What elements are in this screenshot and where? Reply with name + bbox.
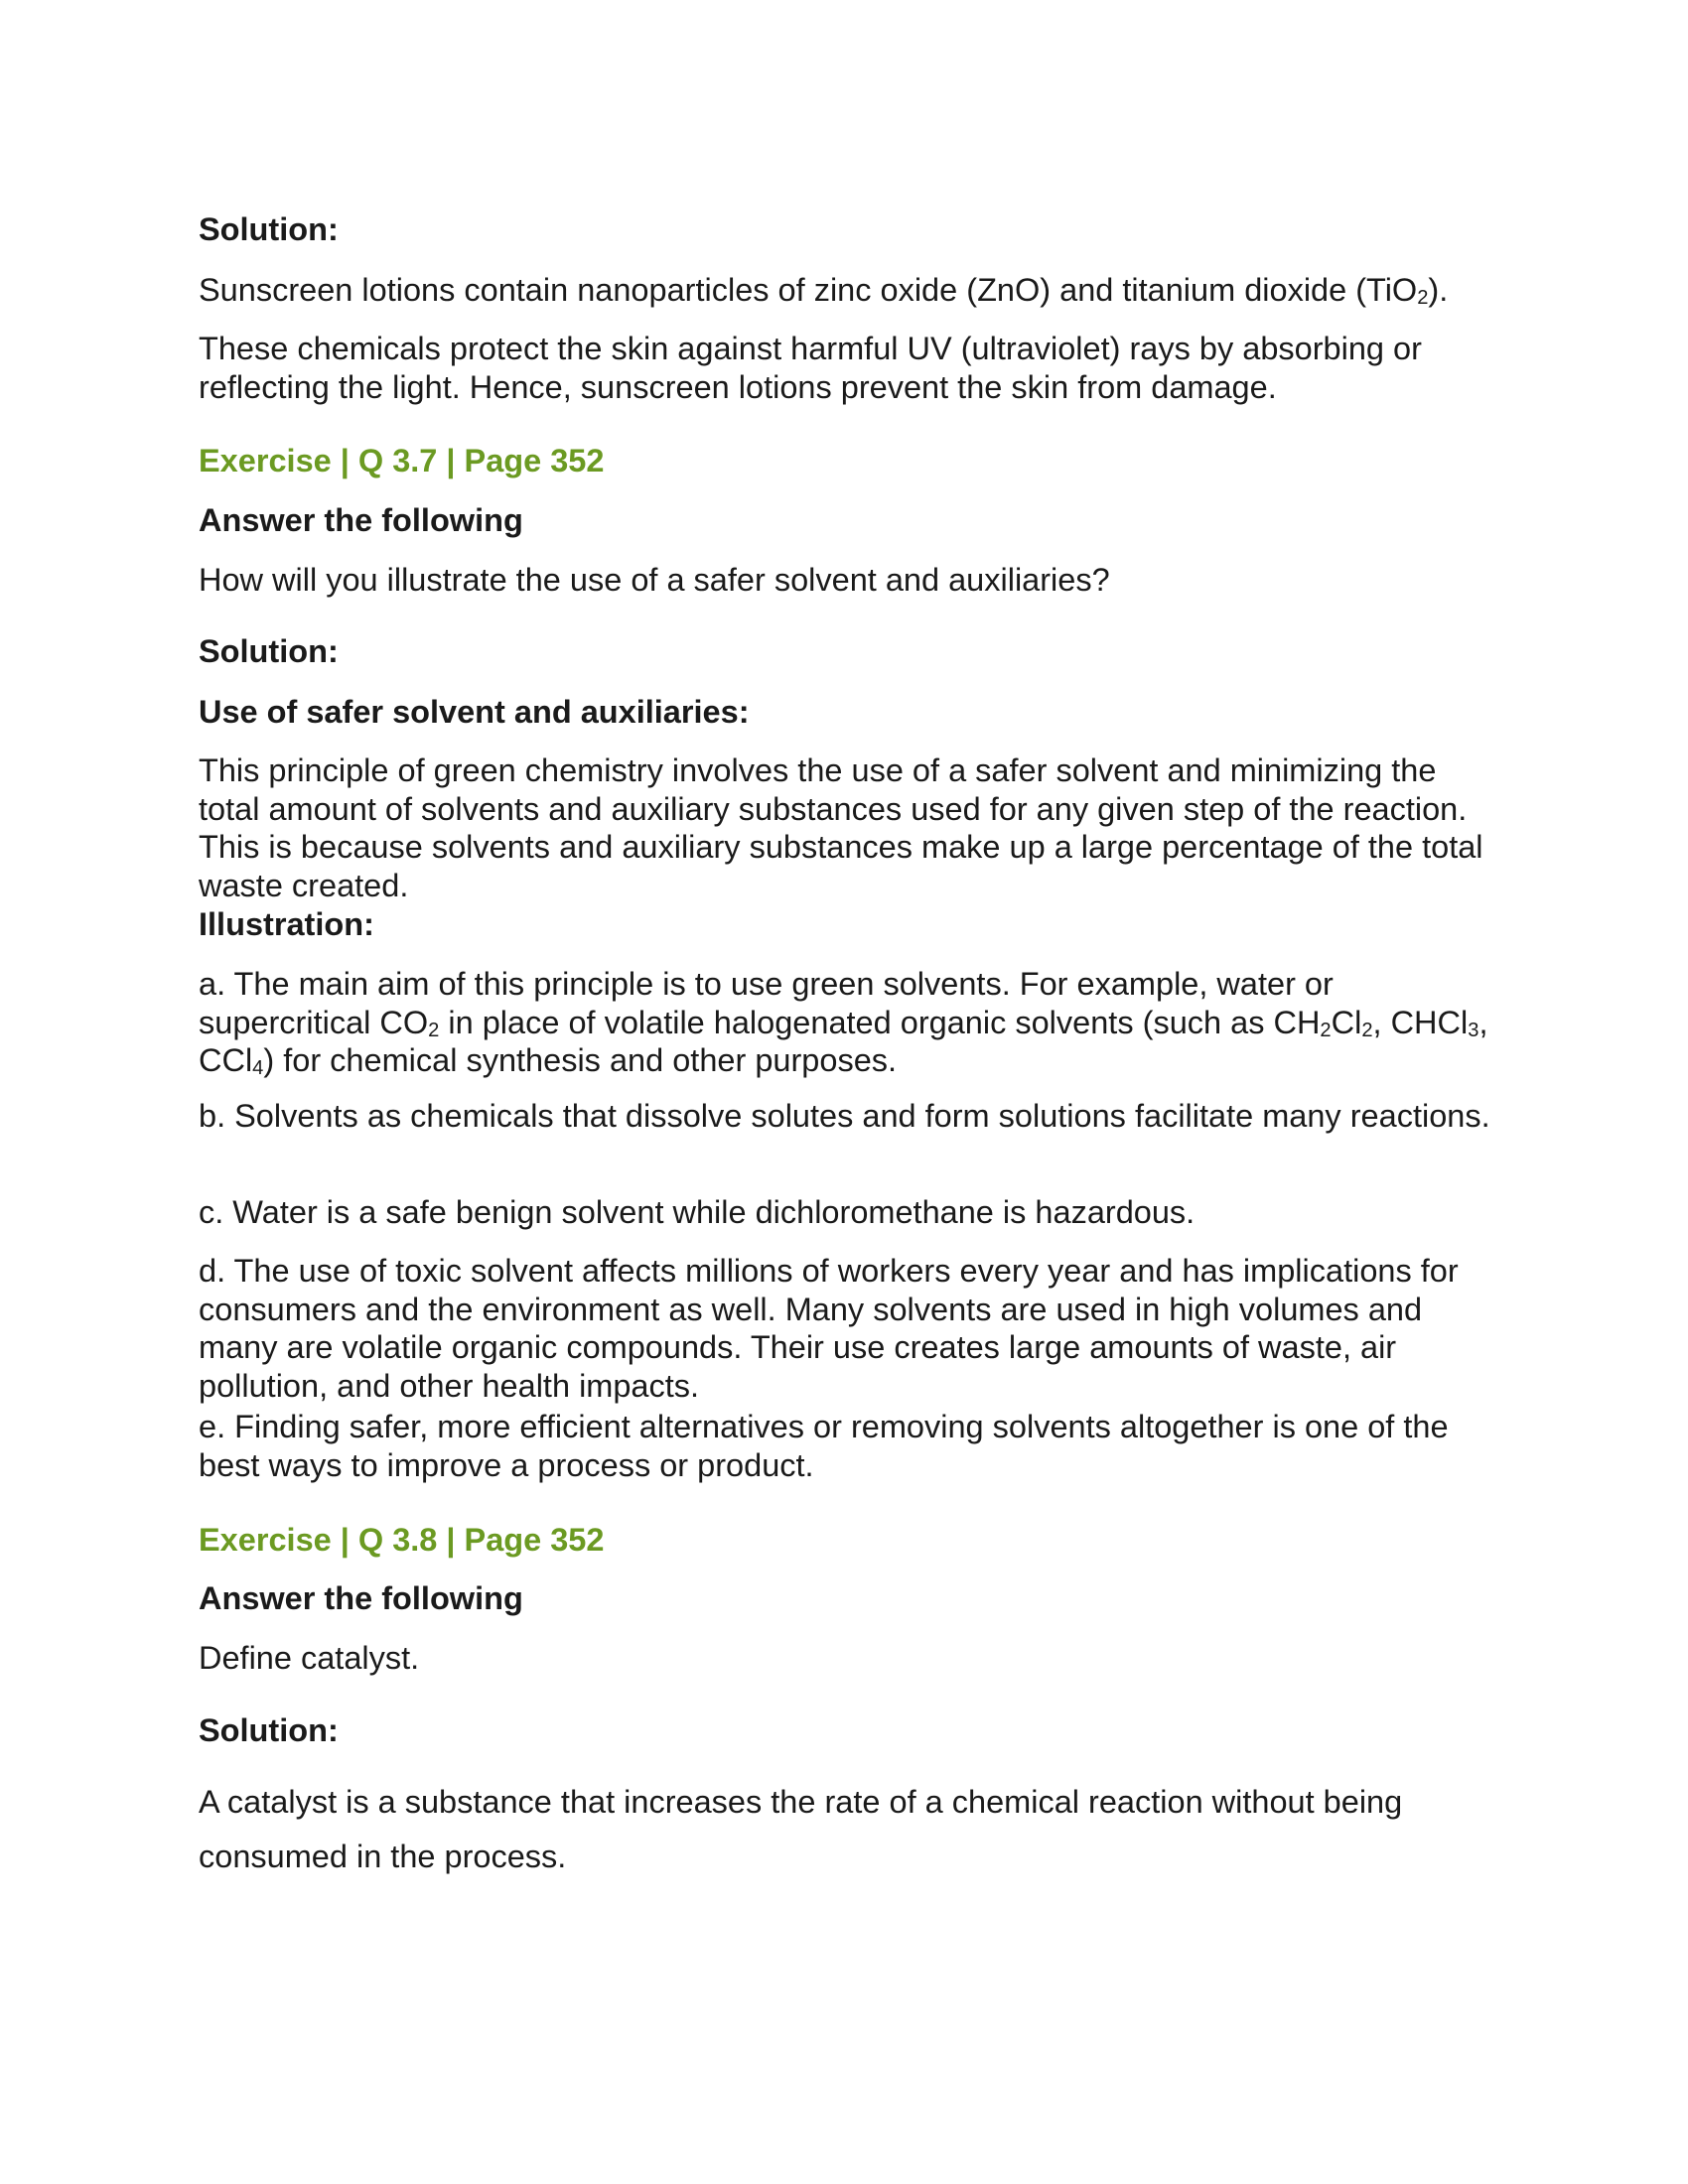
exercise-header-3-7: Exercise | Q 3.7 | Page 352 <box>199 443 605 478</box>
answer-the-following-heading: Answer the following <box>199 502 523 538</box>
subscript: 2 <box>1417 287 1429 310</box>
subscript: 2 <box>1361 1019 1373 1041</box>
subscript: 3 <box>1468 1019 1479 1041</box>
subscript: 4 <box>252 1057 264 1080</box>
illustration-item-c: c. Water is a safe benign solvent while dichloromethane is hazardous. <box>199 1194 1196 1230</box>
solution-heading: Solution: <box>199 1712 339 1748</box>
illustration-heading: Illustration: <box>199 906 374 942</box>
solution-heading: Solution: <box>199 211 339 247</box>
exercise-header-3-8: Exercise | Q 3.8 | Page 352 <box>199 1522 605 1558</box>
illustration-item-e: e. Finding safer, more efficient alternatives or removing solvents altogether is one of the best ways to improve a process or product. <box>199 1409 1449 1483</box>
answer-the-following-heading: Answer the following <box>199 1580 523 1616</box>
paragraph-uv-protection: These chemicals protect the skin against harmful UV (ultraviolet) rays by absorbing or reflecting the light. Hence, sunscreen lotions prevent the skin from damage. <box>199 331 1422 405</box>
question-text: How will you illustrate the use of a safer solvent and auxiliaries? <box>199 562 1110 598</box>
subscript: 2 <box>1320 1019 1332 1041</box>
subscript: 2 <box>428 1019 440 1041</box>
question-text: Define catalyst. <box>199 1640 420 1676</box>
paragraph-sunscreen-composition: Sunscreen lotions contain nanoparticles of zinc oxide (ZnO) and titanium dioxide (TiO$_2$). <box>199 272 1449 310</box>
illustration-item-d: d. The use of toxic solvent affects millions of workers every year and has implications for consumers and the environment as well. Many solvents are used in high volumes and many are volatile organic compounds. Their use creates large amounts of waste, air pollution, and other health impacts. <box>199 1253 1459 1404</box>
solution-heading: Solution: <box>199 633 339 669</box>
paragraph-principle: This principle of green chemistry involves the use of a safer solvent and minimizing the total amount of solvents and auxiliary substances used for any given step of the reaction. This is because solvents and auxiliary substances make up a large percentage of the total waste created. <box>199 752 1483 903</box>
illustration-item-a: a. The main aim of this principle is to use green solvents. For example, water or supercritical $CO_2$ in place of volatile halogenated organic solvents (such as $CH_2Cl_2$, CHCl$_3$, CCl$_4$) for chemical synthesis and other purposes. <box>199 966 1488 1080</box>
subheading-safer-solvent: Use of safer solvent and auxiliaries: <box>199 694 750 730</box>
illustration-item-b: b. Solvents as chemicals that dissolve solutes and form solutions facilitate many reactions. <box>199 1098 1490 1134</box>
paragraph-catalyst-definition: A catalyst is a substance that increases the rate of a chemical reaction without being consumed in the process. <box>199 1784 1403 1874</box>
